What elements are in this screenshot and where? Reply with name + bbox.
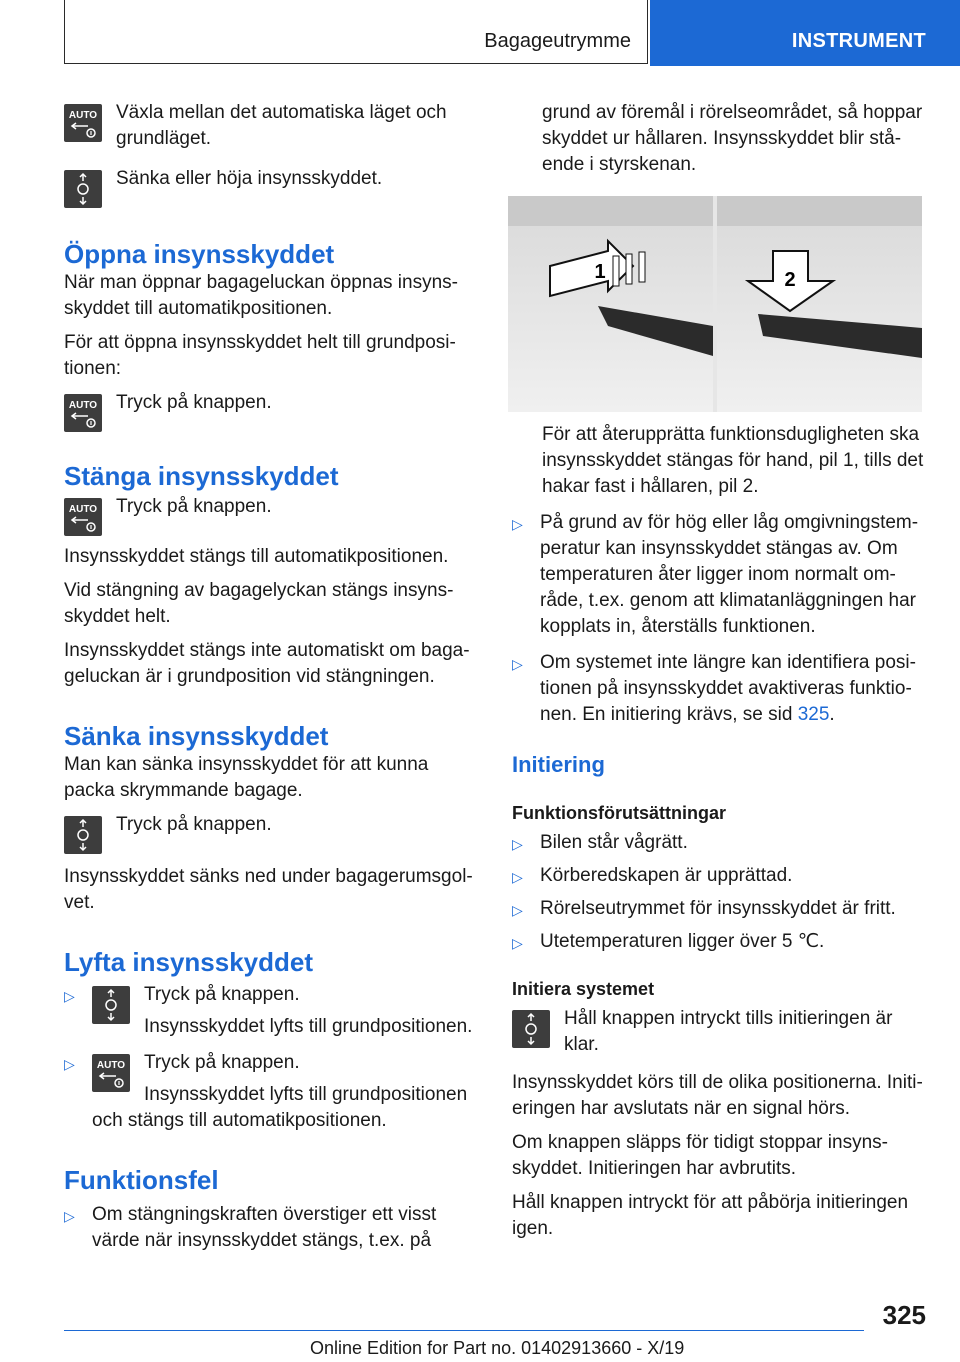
right-bullet-2: [512, 650, 928, 728]
intro-auto-row: [64, 100, 476, 152]
footer-rule: [64, 1330, 864, 1331]
sys-step: Håll knappen intryckt tills initieringen är klar.: [564, 1008, 893, 1055]
up-down-button-icon: [512, 1010, 550, 1048]
raise-bullet-2: [64, 1050, 476, 1134]
sys-heading: Initiera systemet: [512, 979, 655, 999]
figure-label-1: 1: [594, 261, 606, 283]
header-section-box: [64, 0, 648, 64]
chapter-title: INSTRUMENT: [791, 30, 926, 52]
raise-bullet-1: [64, 982, 476, 1040]
auto-button-icon: [64, 498, 102, 536]
init-heading: Initiering: [512, 752, 605, 777]
bullet-triangle-icon: ▷: [512, 869, 523, 885]
open-p2: För att öppna insynsskyddet helt till grundpositionen:: [64, 332, 456, 379]
section-title: Bagageutrymme: [484, 30, 631, 52]
bullet-triangle-icon: ▷: [512, 656, 523, 672]
up-down-button-icon: [64, 170, 102, 208]
fault-b1-continued: grund av föremål i rörelseområdet, så hoppar skyddet ur hållaren. Insynsskyddet blir stående i styrskenan.: [542, 102, 923, 175]
init-p1: Insynsskyddet körs till de olika positionerna. Initieringen har avslutats när en signal hörs.: [512, 1072, 923, 1119]
bullet-triangle-icon: ▷: [512, 935, 523, 951]
close-step: Tryck på knappen.: [116, 496, 272, 517]
req-item: [512, 830, 928, 857]
svg-text:AUTO: AUTO: [96, 1060, 126, 1071]
close-p1: Insynsskyddet stängs till automatikpositionen.: [64, 546, 449, 567]
bullet-triangle-icon: ▷: [64, 1056, 75, 1072]
bullet-triangle-icon: ▷: [512, 836, 523, 852]
lower-p2: Insynsskyddet sänks ned under bagagerumsgolvet.: [64, 866, 473, 913]
close-heading: Stänga insynsskyddet: [64, 461, 339, 491]
bullet-triangle-icon: ▷: [512, 902, 523, 918]
up-down-button-icon: [64, 816, 102, 854]
req-item-text: Körberedskapen är upprättad.: [540, 865, 793, 886]
close-p2: Vid stängning av bagagelyckan stängs insynsskyddet helt.: [64, 580, 454, 627]
right-bullet-1: [512, 510, 928, 640]
bullet-triangle-icon: ▷: [64, 988, 75, 1004]
right-b2-body: Om systemet inte längre kan identifiera positionen på insynsskyddet avaktiveras funktionen. En initiering krävs, se sid: [540, 652, 916, 725]
req-item-text: Bilen står vågrätt.: [540, 832, 688, 853]
intro-lower-row: [64, 166, 476, 208]
raise-b1-step: Tryck på knappen.: [144, 984, 300, 1005]
close-p3: Insynsskyddet stängs inte automatiskt om bagageluckan är i grundposition vid stängningen.: [64, 640, 470, 687]
init-p3: Håll knappen intryckt för att påbörja initieringen igen.: [512, 1192, 909, 1239]
req-item: [512, 863, 928, 890]
req-heading: Funktionsförutsättningar: [512, 803, 726, 823]
init-p2: Om knappen släpps för tidigt stoppar insynsskyddet. Initieringen har avbrutits.: [512, 1132, 888, 1179]
req-item-text: Rörelseutrymmet för insynsskyddet är fritt.: [540, 898, 896, 919]
auto-button-icon: [64, 394, 102, 432]
lower-heading: Sänka insynsskyddet: [64, 721, 329, 751]
right-b1-text: På grund av för hög eller låg omgivningstemperatur kan insynsskyddet stängas av. Om temperaturen åter ligger inom normalt område, t.ex. genom att klimatanläggningen har kopplats in, återställs funktionen.: [540, 512, 919, 637]
fault-heading: Funktionsfel: [64, 1165, 219, 1195]
auto-button-icon: [64, 104, 102, 142]
left-column: [64, 100, 476, 1254]
right-b2-end: .: [829, 704, 835, 725]
fault-bullet-1: [64, 1202, 476, 1254]
right-b2-text: [540, 650, 928, 728]
open-step-row: [64, 390, 476, 432]
right-column: [512, 100, 928, 1242]
open-step: Tryck på knappen.: [116, 392, 272, 413]
svg-text:AUTO: AUTO: [68, 504, 98, 515]
auto-button-icon: [92, 1054, 130, 1092]
up-down-button-icon: [92, 986, 130, 1024]
raise-heading: Lyfta insynsskyddet: [64, 947, 314, 977]
lower-step: Tryck på knappen.: [116, 814, 272, 835]
sys-step-row: [512, 1006, 928, 1058]
bullet-triangle-icon: ▷: [512, 516, 523, 532]
req-item: [512, 929, 928, 956]
figure-label-2: 2: [784, 269, 796, 291]
open-p1: När man öppnar bagageluckan öppnas insynsskyddet till automatikpositionen.: [64, 272, 458, 319]
req-item-text: Utetemperaturen ligger över 5 ℃.: [540, 931, 825, 952]
page-number: 325: [882, 1300, 926, 1330]
close-step-row: [64, 494, 476, 536]
svg-text:AUTO: AUTO: [68, 400, 98, 411]
edition-line: Online Edition for Part no. 01402913660 - X/19: [310, 1338, 685, 1358]
intro-lower-text: Sänka eller höja insynsskyddet.: [116, 168, 383, 189]
cover-latch-figure: [508, 196, 922, 412]
open-heading: Öppna insynsskyddet: [64, 239, 335, 269]
chapter-tab[interactable]: [650, 0, 960, 66]
raise-b1-row: [92, 982, 476, 1040]
bullet-triangle-icon: ▷: [64, 1208, 75, 1224]
raise-b1-result: Insynsskyddet lyfts till grundpositionen.: [144, 1016, 473, 1037]
svg-text:AUTO: AUTO: [68, 110, 98, 121]
lower-step-row: [64, 812, 476, 854]
fault-b1-text: Om stängningskraften överstiger ett visst värde när insynsskyddet stängs, t.ex. på: [92, 1204, 437, 1251]
figure-caption: För att återupprätta funktionsdugligheten ska insynsskyddet stängas för hand, pil 1, tills det hakar fast i hållaren, pil 2.: [542, 424, 924, 497]
intro-auto-text: Växla mellan det automatiska läget och grundläget.: [116, 102, 447, 149]
lower-p1: Man kan sänka insynsskyddet för att kunna packa skrymmande bagage.: [64, 754, 429, 801]
raise-b2-result: Insynsskyddet lyfts till grundpositionen och stängs till automatikpositionen.: [92, 1084, 468, 1131]
page-link[interactable]: 325: [797, 704, 830, 725]
req-item: [512, 896, 928, 923]
raise-b2-step: Tryck på knappen.: [144, 1052, 300, 1073]
